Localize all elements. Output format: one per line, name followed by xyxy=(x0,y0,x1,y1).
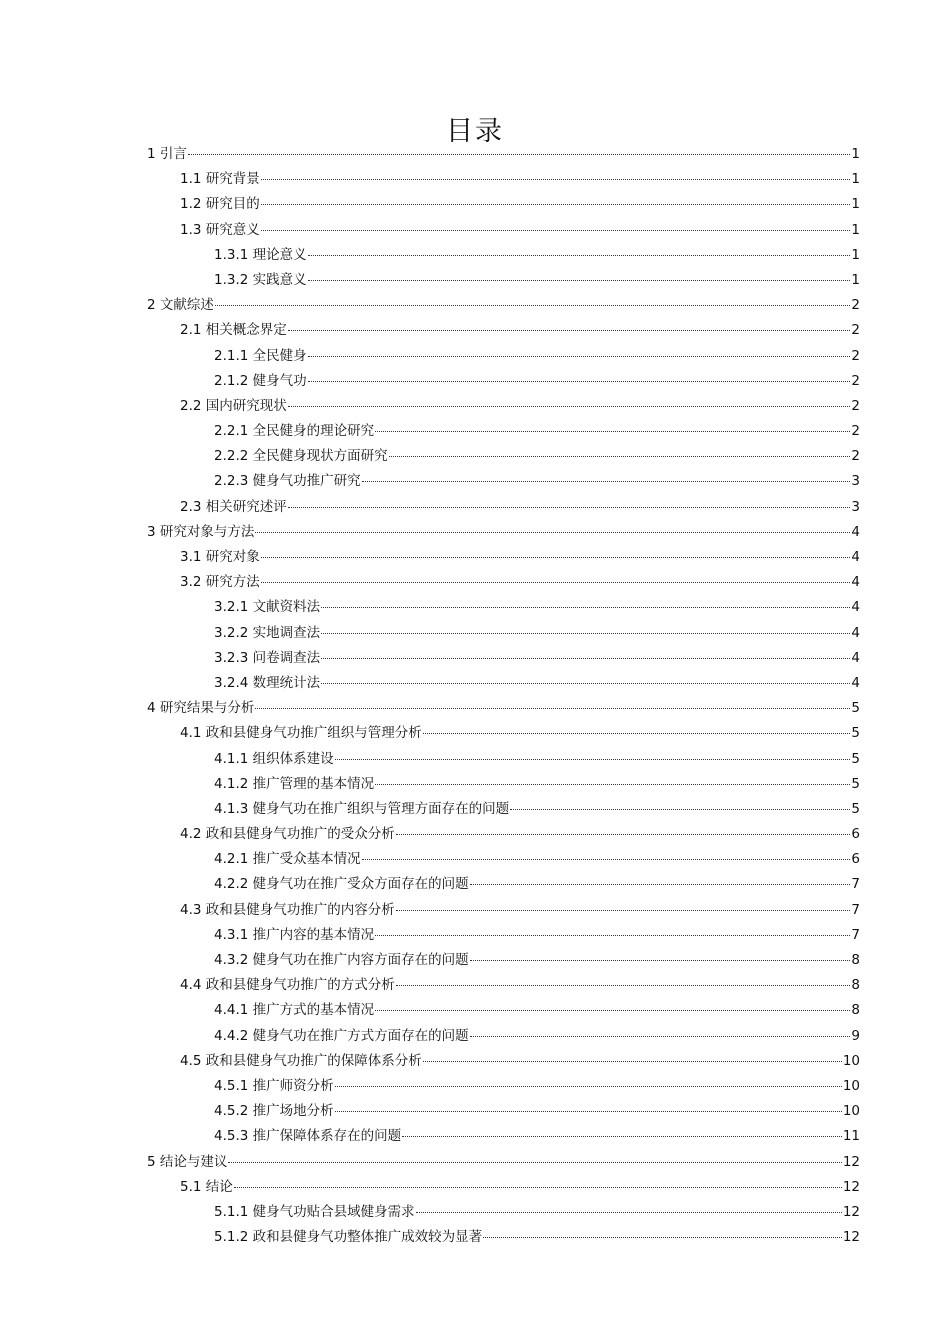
toc-entry[interactable] xyxy=(147,293,860,318)
toc-entry-page-number: 4 xyxy=(851,674,860,691)
toc-entry-label: 3.2.3 问卷调查法 xyxy=(214,649,321,666)
dot-leader xyxy=(470,884,851,885)
toc-entry-label: 4.4.2 健身气功在推广方式方面存在的问题 xyxy=(214,1027,469,1044)
dot-leader xyxy=(470,1036,851,1037)
toc-entry[interactable] xyxy=(147,973,860,998)
toc-entry[interactable] xyxy=(147,671,860,696)
dot-leader xyxy=(416,1212,842,1213)
toc-entry-page-number: 9 xyxy=(851,1027,860,1044)
toc-entry[interactable] xyxy=(147,696,860,721)
dot-leader xyxy=(288,507,851,508)
toc-entry[interactable] xyxy=(147,721,860,746)
toc-entry[interactable] xyxy=(147,847,860,872)
toc-entry-label: 4.2.1 推广受众基本情况 xyxy=(214,851,361,868)
toc-entry[interactable] xyxy=(147,1200,860,1225)
toc-entry[interactable] xyxy=(147,495,860,520)
toc-entry[interactable] xyxy=(147,621,860,646)
toc-entry-label: 4.3.2 健身气功在推广内容方面存在的问题 xyxy=(214,952,469,968)
toc-entry-label: 4.1.1 组织体系建设 xyxy=(214,750,334,767)
dot-leader xyxy=(335,759,851,760)
dot-leader xyxy=(261,204,851,205)
dot-leader xyxy=(288,406,851,407)
toc-entry-page-number: 2 xyxy=(851,297,860,314)
toc-entry[interactable] xyxy=(147,218,860,243)
toc-entry-label: 2.2 国内研究现状 xyxy=(180,397,287,414)
toc-entry-label: 4.5.3 推广保障体系存在的问题 xyxy=(214,1128,402,1145)
dot-leader xyxy=(255,708,850,709)
toc-entry[interactable] xyxy=(147,167,860,192)
toc-entry-label: 3.2.4 数理统计法 xyxy=(214,674,321,691)
toc-entry[interactable] xyxy=(147,268,860,293)
toc-entry-label: 1 引言 xyxy=(147,146,187,162)
dot-leader xyxy=(375,935,850,936)
dot-leader xyxy=(396,910,851,911)
toc-entry-page-number: 4 xyxy=(851,649,860,666)
dot-leader xyxy=(308,356,851,357)
dot-leader xyxy=(188,154,851,155)
toc-entry[interactable] xyxy=(147,1150,860,1175)
toc-entry-page-number: 5 xyxy=(851,750,860,767)
toc-entry-label: 2.1 相关概念界定 xyxy=(180,322,287,339)
toc-entry[interactable] xyxy=(147,469,860,494)
toc-entry-label: 3.2.2 实地调查法 xyxy=(214,624,321,641)
toc-entry-label: 1.1 研究背景 xyxy=(180,171,260,188)
dot-leader xyxy=(321,658,850,659)
toc-entry-label: 4.5.1 推广师资分析 xyxy=(214,1077,334,1094)
toc-entry-label: 4.5 政和县健身气功推广的保障体系分析 xyxy=(180,1052,422,1069)
toc-entry-page-number: 4 xyxy=(851,549,860,565)
toc-entry-page-number: 1 xyxy=(851,221,860,238)
toc-entry-page-number: 12 xyxy=(842,1153,860,1170)
toc-entry-page-number: 1 xyxy=(851,271,860,288)
toc-entry-label: 5.1.1 健身气功贴合县域健身需求 xyxy=(214,1203,415,1220)
toc-entry-page-number: 4 xyxy=(851,523,860,540)
toc-entry[interactable] xyxy=(147,923,860,948)
toc-entry-label: 4.4.1 推广方式的基本情况 xyxy=(214,1002,375,1019)
dot-leader xyxy=(362,859,851,860)
dot-leader xyxy=(335,1111,842,1112)
toc-entry-page-number: 5 xyxy=(851,700,860,717)
toc-entry[interactable] xyxy=(147,369,860,394)
toc-entry[interactable] xyxy=(147,1099,860,1124)
toc-title: 目录 xyxy=(446,116,504,148)
dot-leader xyxy=(335,1086,842,1087)
toc-entry-label: 1.2 研究目的 xyxy=(180,196,260,213)
dot-leader xyxy=(234,1187,842,1188)
toc-entry[interactable] xyxy=(147,797,860,822)
toc-entry-page-number: 8 xyxy=(851,1002,860,1019)
dot-leader xyxy=(308,255,851,256)
dot-leader xyxy=(228,1162,841,1163)
toc-entry-page-number: 1 xyxy=(851,146,860,162)
toc-entry-page-number: 10 xyxy=(842,1052,860,1069)
toc-entry-page-number: 2 xyxy=(851,448,860,465)
toc-entry-label: 3.2.1 文献资料法 xyxy=(214,599,321,616)
toc-entry[interactable] xyxy=(147,948,860,973)
toc-entry-label: 5.1.2 政和县健身气功整体推广成效较为显著 xyxy=(214,1229,483,1246)
dot-leader xyxy=(308,280,851,281)
toc-entry-page-number: 4 xyxy=(851,599,860,616)
toc-entry[interactable] xyxy=(147,1175,860,1200)
toc-entry-page-number: 10 xyxy=(842,1103,860,1120)
toc-entry[interactable] xyxy=(147,646,860,671)
toc-entry-label: 2.2.3 健身气功推广研究 xyxy=(214,473,361,490)
toc-entry-label: 2.1.1 全民健身 xyxy=(214,347,307,364)
toc-entry-page-number: 1 xyxy=(851,196,860,213)
toc-entry[interactable] xyxy=(147,1074,860,1099)
toc-entry-label: 2.1.2 健身气功 xyxy=(214,372,307,389)
toc-entry-label: 2.2.1 全民健身的理论研究 xyxy=(214,423,375,440)
toc-entry[interactable] xyxy=(147,595,860,620)
dot-leader xyxy=(215,305,851,306)
toc-entry-page-number: 1 xyxy=(851,171,860,188)
dot-leader xyxy=(261,179,851,180)
dot-leader xyxy=(389,456,851,457)
toc-entry-page-number: 12 xyxy=(842,1178,860,1195)
toc-entry[interactable] xyxy=(147,570,860,595)
toc-entry-page-number: 5 xyxy=(851,800,860,817)
toc-entry-page-number: 6 xyxy=(851,826,860,843)
toc-entry-page-number: 5 xyxy=(851,775,860,792)
toc-entry[interactable] xyxy=(147,998,860,1023)
dot-leader xyxy=(261,230,851,231)
dot-leader xyxy=(396,985,851,986)
toc-entry[interactable] xyxy=(147,1049,860,1074)
toc-entry-page-number: 7 xyxy=(851,901,860,918)
toc-entry-page-number: 7 xyxy=(851,926,860,943)
dot-leader xyxy=(375,431,850,432)
table-of-contents xyxy=(147,142,860,1250)
toc-entry[interactable] xyxy=(147,1024,860,1049)
toc-entry-label: 1.3.1 理论意义 xyxy=(214,246,307,263)
toc-entry-page-number: 1 xyxy=(851,246,860,263)
dot-leader xyxy=(396,834,851,835)
toc-entry-label: 1.3.2 实践意义 xyxy=(214,271,307,288)
toc-entry[interactable] xyxy=(147,243,860,268)
toc-entry-label: 3.1 研究对象 xyxy=(180,549,260,565)
toc-entry-page-number: 4 xyxy=(851,624,860,641)
dot-leader xyxy=(321,683,850,684)
toc-entry-page-number: 2 xyxy=(851,347,860,364)
dot-leader xyxy=(261,557,851,558)
toc-entry-page-number: 6 xyxy=(851,851,860,868)
toc-entry-label: 4.1.3 健身气功在推广组织与管理方面存在的问题 xyxy=(214,800,510,817)
toc-entry-label: 4.2.2 健身气功在推广受众方面存在的问题 xyxy=(214,876,469,893)
toc-entry-page-number: 2 xyxy=(851,322,860,339)
toc-entry[interactable] xyxy=(147,772,860,797)
toc-entry[interactable] xyxy=(147,419,860,444)
dot-leader xyxy=(375,1010,850,1011)
toc-entry-label: 4.4 政和县健身气功推广的方式分析 xyxy=(180,977,395,994)
toc-entry[interactable] xyxy=(147,898,860,923)
toc-entry[interactable] xyxy=(147,394,860,419)
toc-entry-label: 4.5.2 推广场地分析 xyxy=(214,1103,334,1120)
toc-entry[interactable] xyxy=(147,318,860,343)
toc-entry-page-number: 2 xyxy=(851,423,860,440)
dot-leader xyxy=(362,481,851,482)
toc-entry-label: 4 研究结果与分析 xyxy=(147,700,255,717)
dot-leader xyxy=(402,1136,842,1137)
toc-entry[interactable] xyxy=(147,747,860,772)
dot-leader xyxy=(375,784,850,785)
toc-entry-label: 4.1.2 推广管理的基本情况 xyxy=(214,775,375,792)
toc-entry-label: 4.3.1 推广内容的基本情况 xyxy=(214,926,375,943)
toc-entry[interactable] xyxy=(147,872,860,897)
toc-entry-page-number: 3 xyxy=(851,498,860,515)
toc-entry-page-number: 12 xyxy=(842,1203,860,1220)
toc-entry[interactable] xyxy=(147,545,860,570)
toc-entry-label: 4.1 政和县健身气功推广组织与管理分析 xyxy=(180,725,422,742)
dot-leader xyxy=(308,381,851,382)
toc-entry-label: 2.2.2 全民健身现状方面研究 xyxy=(214,448,388,465)
toc-entry-page-number: 5 xyxy=(851,725,860,742)
toc-entry[interactable] xyxy=(147,344,860,369)
toc-entry-page-number: 3 xyxy=(851,473,860,490)
dot-leader xyxy=(261,582,851,583)
toc-entry-label: 5.1 结论 xyxy=(180,1178,233,1195)
dot-leader xyxy=(321,607,850,608)
toc-entry-label: 3 研究对象与方法 xyxy=(147,523,255,540)
toc-entry-page-number: 8 xyxy=(851,952,860,968)
toc-entry[interactable] xyxy=(147,520,860,545)
toc-entry[interactable] xyxy=(147,142,860,167)
toc-entry-label: 2 文献综述 xyxy=(147,297,214,314)
dot-leader xyxy=(470,960,851,961)
toc-entry[interactable] xyxy=(147,1124,860,1149)
toc-entry-page-number: 8 xyxy=(851,977,860,994)
toc-entry[interactable] xyxy=(147,444,860,469)
toc-entry-page-number: 12 xyxy=(842,1229,860,1246)
toc-entry-page-number: 4 xyxy=(851,574,860,591)
dot-leader xyxy=(423,1061,842,1062)
toc-entry-page-number: 2 xyxy=(851,372,860,389)
toc-entry-label: 5 结论与建议 xyxy=(147,1153,228,1170)
dot-leader xyxy=(288,330,851,331)
dot-leader xyxy=(321,633,850,634)
toc-entry-label: 2.3 相关研究述评 xyxy=(180,498,287,515)
dot-leader xyxy=(255,532,850,533)
toc-entry[interactable] xyxy=(147,192,860,217)
toc-entry-label: 1.3 研究意义 xyxy=(180,221,260,238)
dot-leader xyxy=(510,809,850,810)
toc-entry[interactable] xyxy=(147,822,860,847)
toc-entry-label: 4.2 政和县健身气功推广的受众分析 xyxy=(180,826,395,843)
toc-entry-page-number: 2 xyxy=(851,397,860,414)
toc-entry-label: 4.3 政和县健身气功推广的内容分析 xyxy=(180,901,395,918)
toc-entry-page-number: 10 xyxy=(842,1077,860,1094)
toc-entry[interactable] xyxy=(147,1225,860,1250)
dot-leader xyxy=(483,1237,842,1238)
toc-entry-label: 3.2 研究方法 xyxy=(180,574,260,591)
toc-entry-page-number: 11 xyxy=(842,1128,860,1145)
dot-leader xyxy=(423,733,851,734)
toc-entry-page-number: 7 xyxy=(851,876,860,893)
